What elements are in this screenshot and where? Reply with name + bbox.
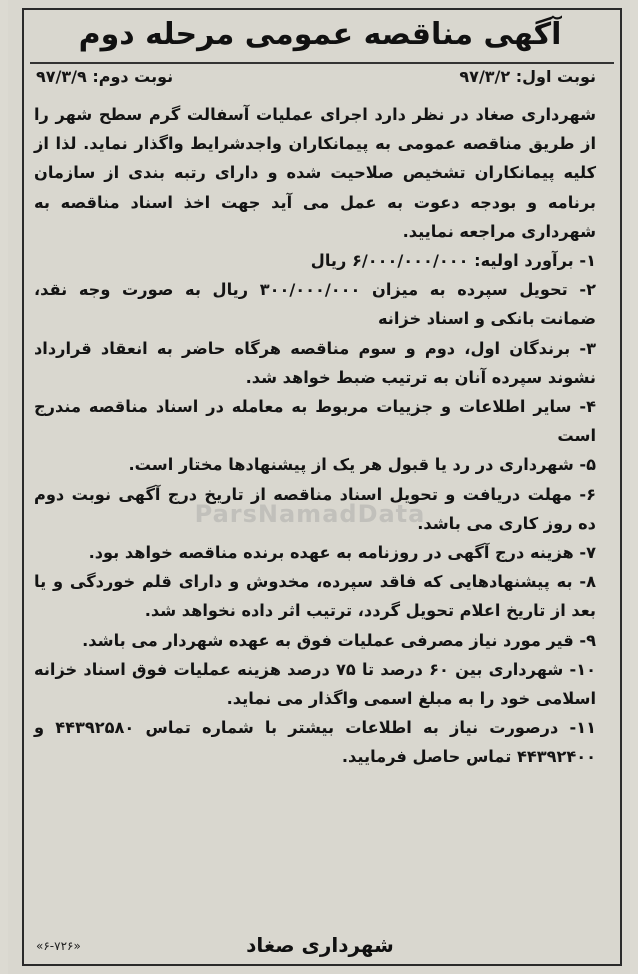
signature: شهرداری صغاد	[246, 933, 394, 957]
condition-item: ۲- تحویل سپرده به میزان ۳۰۰/۰۰۰/۰۰۰ ریال به صورت وجه نقد، ضمانت بانکی و اسناد خزانه	[34, 280, 596, 329]
condition-item: ۹- قیر مورد نیاز مصرفی عملیات فوق به عهده شهردار می باشد.	[82, 630, 596, 650]
ad-code: «۶-۷۲۶»	[36, 939, 81, 953]
condition-item: ۴- سایر اطلاعات و جزییات مربوط به معامله در اسناد مناقصه مندرج است	[34, 397, 596, 446]
watermark: ParsNamadData	[194, 500, 426, 528]
condition-item: ۱- برآورد اولیه: ۶/۰۰۰/۰۰۰/۰۰۰ ریال	[310, 251, 596, 271]
ad-title: آگهی مناقصه عمومی مرحله دوم	[78, 17, 562, 52]
publication-dates	[36, 62, 596, 92]
condition-item: ۳- برندگان اول، دوم و سوم مناقصه هرگاه حاضر به انعقاد قرارداد نشوند سپرده آنان به ترتیب ضبط خواهد شد.	[34, 338, 596, 387]
condition-item: ۵- شهرداری در رد یا قبول هر یک از پیشنهادها مختار است.	[128, 455, 596, 475]
condition-item: ۶- مهلت دریافت و تحویل اسناد مناقصه از تاریخ درج آگهی نوبت دوم ده روز کاری می باشد.	[34, 484, 596, 533]
condition-item: ۷- هزینه درج آگهی در روزنامه به عهده برنده مناقصه خواهد بود.	[88, 543, 596, 563]
intro-paragraph: شهرداری صغاد در نظر دارد اجرای عملیات آسفالت گرم سطح شهر را از طریق مناقصه عمومی به پیمانکاران واجدشرایط واگذار نماید. لذا از کلیه پیمانکاران تشخیص صلاحیت شده و دارای رتبه بندی از سازمان برنامه و بودجه دعوت به عمل می آید جهت اخذ اسناد مناقصه به شهرداری مراجعه نمایید.	[34, 105, 596, 241]
condition-item: ۱۱- درصورت نیاز به اطلاعات بیشتر با شماره تماس ۴۴۳۹۲۵۸۰ و ۴۴۳۹۲۴۰۰ تماس حاصل فرمایید.	[34, 718, 596, 767]
second-round-date: نوبت دوم: ۹۷/۳/۹	[36, 67, 174, 86]
ad-body	[34, 100, 596, 772]
condition-item: ۸- به پیشنهادهایی که فاقد سپرده، مخدوش و دارای قلم خوردگی و یا بعد از تاریخ اعلام تحویل گردد، ترتیب اثر داده نخواهد شد.	[34, 572, 596, 621]
condition-item: ۱۰- شهرداری بین ۶۰ درصد تا ۷۵ درصد هزینه عملیات فوق اسناد خزانه اسلامی خود را به مبلغ اسمی واگذار می نماید.	[34, 659, 596, 709]
first-round-date: نوبت اول: ۹۷/۳/۲	[459, 67, 596, 86]
